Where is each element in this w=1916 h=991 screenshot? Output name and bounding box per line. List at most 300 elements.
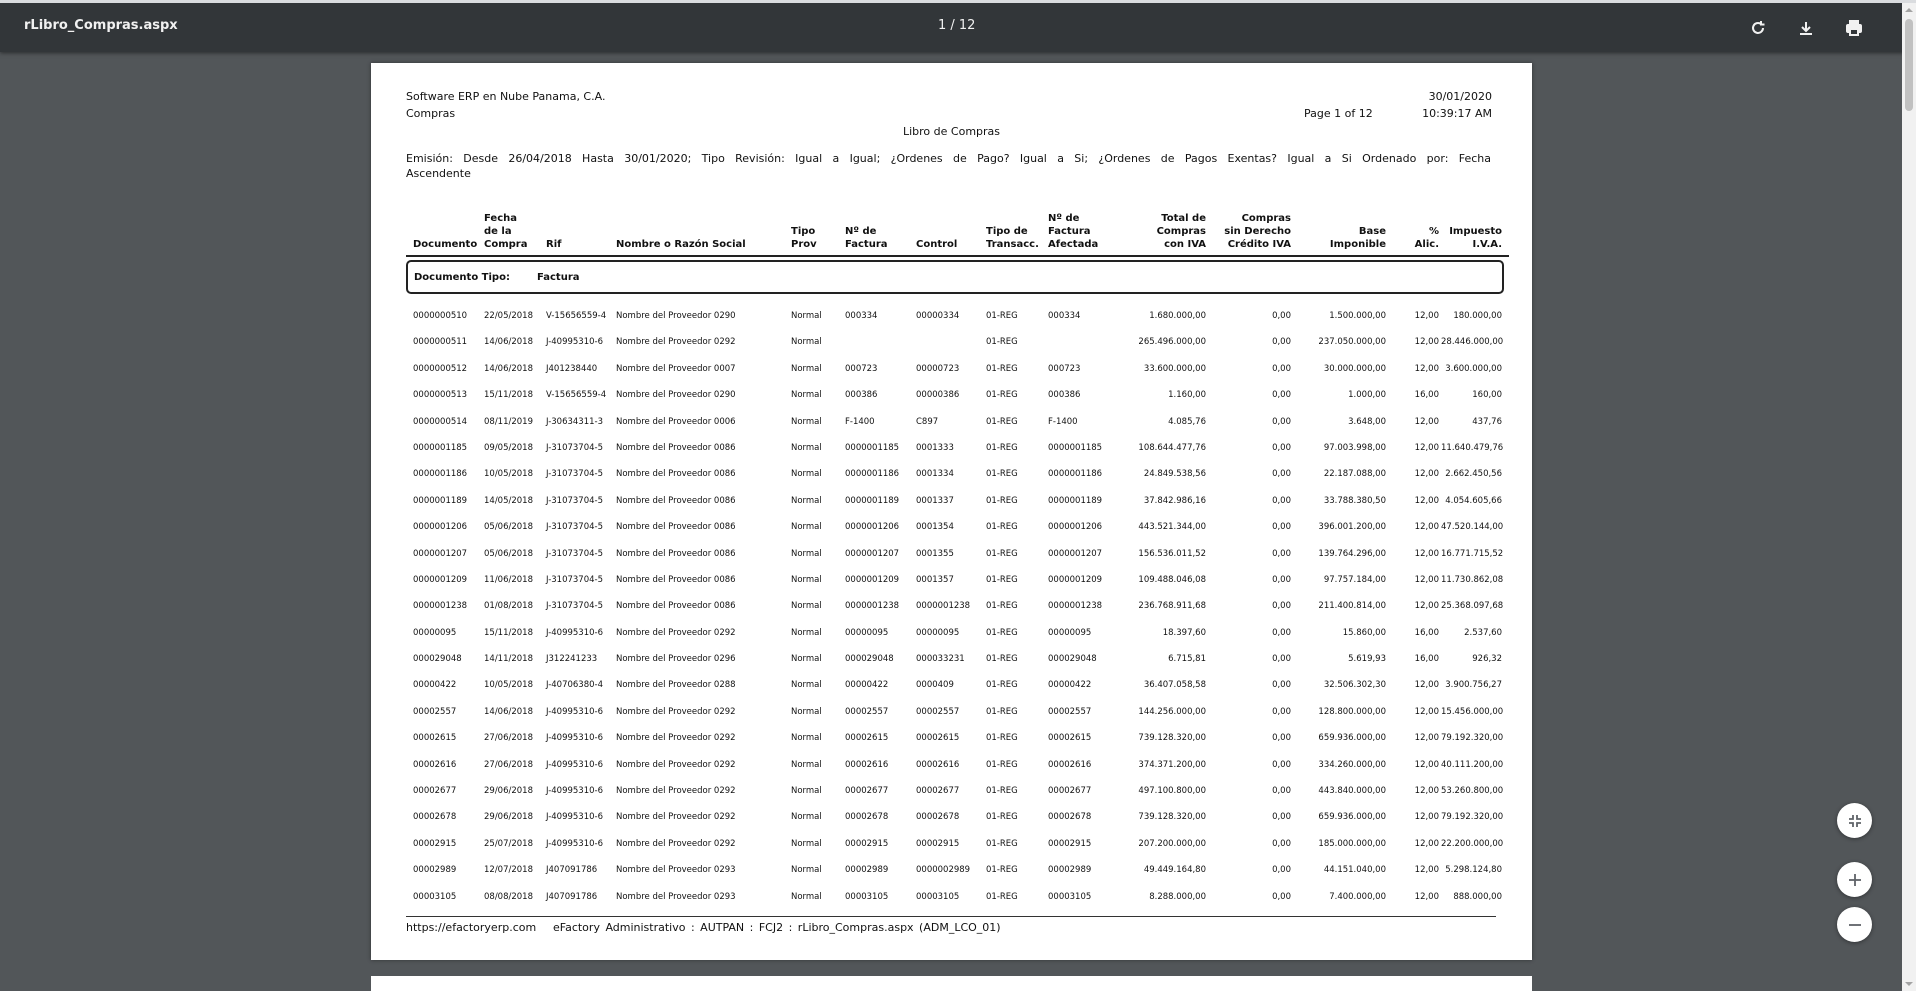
cell-control: 000033231 bbox=[916, 654, 965, 665]
zoom-out-icon bbox=[1848, 918, 1862, 932]
cell-total: 4.085,76 bbox=[1168, 416, 1206, 427]
cell-control: 00003105 bbox=[916, 891, 960, 902]
cell-alic: 12,00 bbox=[1414, 416, 1439, 427]
column-header-sinderecho: Compras sin Derecho Crédito IVA bbox=[1224, 213, 1291, 250]
cell-transacc: 01-REG bbox=[986, 601, 1018, 612]
table-body bbox=[371, 304, 1532, 911]
cell-control: 0001354 bbox=[916, 522, 954, 533]
cell-rif: J-31073704-5 bbox=[546, 442, 604, 453]
cell-tipo: Normal bbox=[791, 548, 822, 559]
table-row bbox=[371, 304, 1532, 330]
table-row bbox=[371, 858, 1532, 884]
cell-total: 36.407.058,58 bbox=[1143, 680, 1206, 691]
cell-rif: J-40995310-6 bbox=[546, 786, 604, 797]
file-name: rLibro_Compras.aspx bbox=[24, 18, 178, 33]
cell-sinderecho: 0,00 bbox=[1272, 812, 1291, 823]
cell-tipo: Normal bbox=[791, 627, 822, 638]
cell-fecha: 12/07/2018 bbox=[484, 865, 533, 876]
cell-doc: 00002615 bbox=[413, 733, 457, 744]
cell-fecha: 09/05/2018 bbox=[484, 442, 533, 453]
cell-nombre: Nombre del Proveedor 0292 bbox=[616, 337, 736, 348]
cell-impuesto: 28.446.000,00 bbox=[1441, 337, 1504, 348]
cell-tipo: Normal bbox=[791, 311, 822, 321]
cell-impuesto: 888.000,00 bbox=[1453, 891, 1502, 902]
cell-rif: J-40995310-6 bbox=[546, 838, 604, 849]
report-filters: Emisión: Desde 26/04/2018 Hasta 30/01/2020; Tipo Revisión: Igual a Igual; ¿Ordenes de Pago? Igual a Si; ¿Ordenes de Pagos Exentas? Igual a Si Ordenado por: Fecha bbox=[406, 152, 1491, 165]
cell-impuesto: 3.600.000,00 bbox=[1445, 363, 1502, 374]
cell-factura: 00002677 bbox=[845, 786, 889, 797]
cell-control: 00002915 bbox=[916, 838, 960, 849]
cell-nombre: Nombre del Proveedor 0086 bbox=[616, 469, 736, 480]
cell-nombre: Nombre del Proveedor 0288 bbox=[616, 680, 736, 691]
cell-nombre: Nombre del Proveedor 0290 bbox=[616, 390, 736, 401]
cell-alic: 16,00 bbox=[1414, 390, 1439, 401]
table-row bbox=[371, 410, 1532, 436]
table-row bbox=[371, 436, 1532, 462]
cell-afectada: 0000001238 bbox=[1048, 601, 1103, 612]
cell-doc: 00002677 bbox=[413, 786, 457, 797]
cell-total: 37.842.986,16 bbox=[1143, 495, 1206, 506]
cell-total: 374.371.200,00 bbox=[1138, 759, 1206, 770]
cell-factura: 00002915 bbox=[845, 838, 889, 849]
cell-alic: 12,00 bbox=[1414, 680, 1439, 691]
table-row bbox=[371, 805, 1532, 831]
cell-doc: 0000001238 bbox=[413, 601, 468, 612]
cell-fecha: 14/06/2018 bbox=[484, 337, 533, 348]
cell-tipo: Normal bbox=[791, 522, 822, 533]
cell-control: 00000723 bbox=[916, 363, 960, 374]
cell-fecha: 14/06/2018 bbox=[484, 363, 533, 374]
page-indicator[interactable]: 1 / 12 bbox=[938, 18, 976, 33]
cell-total: 49.449.164,80 bbox=[1143, 865, 1206, 876]
cell-impuesto: 40.111.200,00 bbox=[1441, 759, 1504, 770]
cell-control: 0001355 bbox=[916, 548, 954, 559]
cell-impuesto: 11.640.479,76 bbox=[1441, 442, 1504, 453]
download-button[interactable] bbox=[1793, 15, 1819, 41]
cell-rif: V-15656559-4 bbox=[546, 390, 607, 401]
cell-fecha: 15/11/2018 bbox=[484, 390, 533, 401]
cell-fecha: 14/06/2018 bbox=[484, 706, 533, 717]
cell-alic: 12,00 bbox=[1414, 786, 1439, 797]
cell-rif: J312241233 bbox=[546, 654, 598, 665]
cell-base: 128.800.000,00 bbox=[1318, 706, 1386, 717]
cell-nombre: Nombre del Proveedor 0296 bbox=[616, 654, 736, 665]
cell-total: 6.715,81 bbox=[1168, 654, 1206, 665]
cell-alic: 12,00 bbox=[1414, 733, 1439, 744]
cell-base: 443.840.000,00 bbox=[1318, 786, 1386, 797]
cell-doc: 0000000514 bbox=[413, 416, 468, 427]
cell-nombre: Nombre del Proveedor 0292 bbox=[616, 759, 736, 770]
cell-rif: J-40995310-6 bbox=[546, 337, 604, 348]
cell-impuesto: 180.000,00 bbox=[1453, 311, 1502, 321]
column-header-afectada: Nº de Factura Afectada bbox=[1048, 213, 1099, 250]
cell-rif: J-40995310-6 bbox=[546, 627, 604, 638]
cell-transacc: 01-REG bbox=[986, 838, 1018, 849]
zoom-out-button[interactable] bbox=[1837, 907, 1872, 942]
cell-fecha: 11/06/2018 bbox=[484, 574, 533, 585]
cell-afectada: 000029048 bbox=[1048, 654, 1097, 665]
cell-alic: 12,00 bbox=[1414, 337, 1439, 348]
cell-doc: 000029048 bbox=[413, 654, 462, 665]
cell-base: 211.400.814,00 bbox=[1318, 601, 1386, 612]
cell-transacc: 01-REG bbox=[986, 548, 1018, 559]
report-filters-continued: Ascendente bbox=[406, 167, 471, 180]
pdf-page-2 bbox=[371, 976, 1532, 991]
cell-alic: 12,00 bbox=[1414, 865, 1439, 876]
cell-sinderecho: 0,00 bbox=[1272, 601, 1291, 612]
cell-factura: 0000001206 bbox=[845, 522, 900, 533]
cell-total: 236.768.911,68 bbox=[1138, 601, 1206, 612]
cell-afectada: 00000095 bbox=[1048, 627, 1092, 638]
cell-afectada: 00002615 bbox=[1048, 733, 1092, 744]
cell-control: 00002616 bbox=[916, 759, 960, 770]
cell-transacc: 01-REG bbox=[986, 706, 1018, 717]
cell-impuesto: 2.662.450,56 bbox=[1445, 469, 1502, 480]
pdf-toolbar bbox=[0, 0, 1916, 52]
cell-total: 109.488.046,08 bbox=[1138, 574, 1206, 585]
cell-tipo: Normal bbox=[791, 812, 822, 823]
cell-afectada: 0000001185 bbox=[1048, 442, 1103, 453]
cell-sinderecho: 0,00 bbox=[1272, 442, 1291, 453]
column-header-total: Total de Compras con IVA bbox=[1156, 213, 1206, 250]
cell-impuesto: 79.192.320,00 bbox=[1441, 812, 1504, 823]
cell-impuesto: 47.520.144,00 bbox=[1441, 522, 1504, 533]
cell-factura: 00003105 bbox=[845, 891, 889, 902]
cell-rif: V-15656559-4 bbox=[546, 311, 607, 321]
table-row bbox=[371, 673, 1532, 699]
cell-base: 396.001.200,00 bbox=[1318, 522, 1386, 533]
cell-nombre: Nombre del Proveedor 0292 bbox=[616, 627, 736, 638]
cell-tipo: Normal bbox=[791, 759, 822, 770]
cell-transacc: 01-REG bbox=[986, 891, 1018, 902]
cell-afectada: 000723 bbox=[1048, 363, 1081, 374]
cell-rif: J407091786 bbox=[546, 865, 598, 876]
cell-tipo: Normal bbox=[791, 601, 822, 612]
header-rule bbox=[406, 255, 1509, 257]
cell-total: 156.536.011,52 bbox=[1138, 548, 1206, 559]
cell-alic: 12,00 bbox=[1414, 838, 1439, 849]
cell-base: 5.619,93 bbox=[1348, 654, 1386, 665]
cell-afectada: 00002616 bbox=[1048, 759, 1092, 770]
cell-nombre: Nombre del Proveedor 0006 bbox=[616, 416, 736, 427]
cell-nombre: Nombre del Proveedor 0292 bbox=[616, 706, 736, 717]
cell-control: 00000095 bbox=[916, 627, 960, 638]
cell-factura: 00000095 bbox=[845, 627, 889, 638]
cell-doc: 00003105 bbox=[413, 891, 457, 902]
cell-alic: 12,00 bbox=[1414, 706, 1439, 717]
cell-transacc: 01-REG bbox=[986, 390, 1018, 401]
cell-alic: 12,00 bbox=[1414, 495, 1439, 506]
footer-url: https://efactoryerp.com bbox=[406, 921, 537, 934]
cell-base: 30.000.000,00 bbox=[1323, 363, 1386, 374]
cell-transacc: 01-REG bbox=[986, 574, 1018, 585]
vertical-scrollbar[interactable] bbox=[1902, 3, 1916, 991]
cell-sinderecho: 0,00 bbox=[1272, 416, 1291, 427]
pdf-page bbox=[371, 63, 1532, 960]
cell-afectada: F-1400 bbox=[1048, 416, 1078, 427]
column-header-alic: % Alic. bbox=[1414, 226, 1439, 250]
cell-alic: 12,00 bbox=[1414, 469, 1439, 480]
table-row bbox=[371, 621, 1532, 647]
cell-nombre: Nombre del Proveedor 0086 bbox=[616, 574, 736, 585]
cell-sinderecho: 0,00 bbox=[1272, 337, 1291, 348]
cell-sinderecho: 0,00 bbox=[1272, 786, 1291, 797]
cell-nombre: Nombre del Proveedor 0292 bbox=[616, 812, 736, 823]
cell-impuesto: 79.192.320,00 bbox=[1441, 733, 1504, 744]
cell-fecha: 01/08/2018 bbox=[484, 601, 533, 612]
download-icon bbox=[1797, 19, 1815, 37]
table-row bbox=[371, 515, 1532, 541]
cell-impuesto: 437,76 bbox=[1472, 416, 1502, 427]
cell-rif: J-40995310-6 bbox=[546, 759, 604, 770]
cell-nombre: Nombre del Proveedor 0086 bbox=[616, 601, 736, 612]
cell-rif: J-40995310-6 bbox=[546, 812, 604, 823]
cell-afectada: 00002989 bbox=[1048, 865, 1092, 876]
cell-factura: 00002615 bbox=[845, 733, 889, 744]
cell-transacc: 01-REG bbox=[986, 363, 1018, 374]
cell-factura: 00002989 bbox=[845, 865, 889, 876]
report-time: 10:39:17 AM bbox=[1422, 107, 1492, 120]
cell-doc: 0000000512 bbox=[413, 363, 468, 374]
column-header-fecha: Fecha de la Compra bbox=[484, 213, 528, 250]
cell-control: 00002615 bbox=[916, 733, 960, 744]
cell-nombre: Nombre del Proveedor 0007 bbox=[616, 363, 736, 374]
cell-total: 497.100.800,00 bbox=[1138, 786, 1206, 797]
cell-transacc: 01-REG bbox=[986, 416, 1018, 427]
cell-impuesto: 4.054.605,66 bbox=[1445, 495, 1502, 506]
cell-afectada: 00002557 bbox=[1048, 706, 1092, 717]
cell-transacc: 01-REG bbox=[986, 337, 1018, 348]
cell-doc: 0000001186 bbox=[413, 469, 468, 480]
cell-base: 139.764.296,00 bbox=[1318, 548, 1386, 559]
cell-impuesto: 53.260.800,00 bbox=[1441, 786, 1504, 797]
cell-factura: 000029048 bbox=[845, 654, 894, 665]
cell-tipo: Normal bbox=[791, 838, 822, 849]
cell-sinderecho: 0,00 bbox=[1272, 522, 1291, 533]
cell-afectada: 0000001186 bbox=[1048, 469, 1103, 480]
cell-rif: J-30634311-3 bbox=[546, 416, 604, 427]
rotate-button[interactable] bbox=[1745, 15, 1771, 41]
zoom-in-button[interactable] bbox=[1837, 862, 1872, 897]
cell-base: 185.000.000,00 bbox=[1318, 838, 1386, 849]
cell-rif: J-40995310-6 bbox=[546, 706, 604, 717]
cell-sinderecho: 0,00 bbox=[1272, 311, 1291, 321]
cell-tipo: Normal bbox=[791, 654, 822, 665]
cell-afectada: 00002677 bbox=[1048, 786, 1092, 797]
column-header-rif: Rif bbox=[546, 239, 562, 250]
table-row bbox=[371, 700, 1532, 726]
cell-nombre: Nombre del Proveedor 0292 bbox=[616, 786, 736, 797]
cell-transacc: 01-REG bbox=[986, 469, 1018, 480]
cell-total: 8.288.000,00 bbox=[1149, 891, 1206, 902]
table-row bbox=[371, 594, 1532, 620]
cell-nombre: Nombre del Proveedor 0292 bbox=[616, 733, 736, 744]
cell-tipo: Normal bbox=[791, 574, 822, 585]
cell-sinderecho: 0,00 bbox=[1272, 390, 1291, 401]
cell-total: 739.128.320,00 bbox=[1138, 812, 1206, 823]
cell-afectada: 0000001207 bbox=[1048, 548, 1103, 559]
cell-alic: 12,00 bbox=[1414, 891, 1439, 902]
cell-tipo: Normal bbox=[791, 416, 822, 427]
cell-fecha: 10/05/2018 bbox=[484, 680, 533, 691]
cell-tipo: Normal bbox=[791, 390, 822, 401]
cell-impuesto: 926,32 bbox=[1472, 654, 1502, 665]
cell-afectada: 0000001209 bbox=[1048, 574, 1103, 585]
cell-factura: 00000422 bbox=[845, 680, 889, 691]
report-page-number: Page 1 of 12 bbox=[1304, 107, 1373, 120]
column-header-nombre: Nombre o Razón Social bbox=[616, 239, 746, 250]
cell-doc: 0000001206 bbox=[413, 522, 468, 533]
cell-transacc: 01-REG bbox=[986, 865, 1018, 876]
cell-transacc: 01-REG bbox=[986, 442, 1018, 453]
cell-factura: 00002616 bbox=[845, 759, 889, 770]
cell-base: 659.936.000,00 bbox=[1318, 812, 1386, 823]
cell-total: 265.496.000,00 bbox=[1138, 337, 1206, 348]
cell-fecha: 27/06/2018 bbox=[484, 759, 533, 770]
cell-base: 33.788.380,50 bbox=[1323, 495, 1386, 506]
footer-info: eFactory Administrativo : AUTPAN : FCJ2 : rLibro_Compras.aspx (ADM_LCO_01) bbox=[553, 921, 1001, 934]
column-header-transacc: Tipo de Transacc. bbox=[986, 226, 1039, 250]
cell-control: 0000001238 bbox=[916, 601, 971, 612]
cell-control: 00000386 bbox=[916, 390, 960, 401]
cell-sinderecho: 0,00 bbox=[1272, 469, 1291, 480]
column-header-factura: Nº de Factura bbox=[845, 226, 888, 250]
cell-sinderecho: 0,00 bbox=[1272, 495, 1291, 506]
report-title: Libro de Compras bbox=[902, 125, 1001, 138]
cell-alic: 16,00 bbox=[1414, 654, 1439, 665]
cell-fecha: 10/05/2018 bbox=[484, 469, 533, 480]
table-row bbox=[371, 726, 1532, 752]
cell-alic: 12,00 bbox=[1414, 601, 1439, 612]
cell-nombre: Nombre del Proveedor 0290 bbox=[616, 311, 736, 321]
cell-control: 00000334 bbox=[916, 311, 960, 321]
cell-base: 7.400.000,00 bbox=[1329, 891, 1386, 902]
cell-control: 00002557 bbox=[916, 706, 960, 717]
cell-total: 1.680.000,00 bbox=[1149, 311, 1206, 321]
cell-fecha: 25/07/2018 bbox=[484, 838, 533, 849]
cell-base: 97.003.998,00 bbox=[1323, 442, 1386, 453]
cell-impuesto: 25.368.097,68 bbox=[1441, 601, 1504, 612]
cell-tipo: Normal bbox=[791, 891, 822, 902]
cell-factura: 000334 bbox=[845, 311, 878, 321]
cell-transacc: 01-REG bbox=[986, 654, 1018, 665]
cell-base: 237.050.000,00 bbox=[1318, 337, 1386, 348]
cell-doc: 0000001209 bbox=[413, 574, 468, 585]
cell-factura: 0000001186 bbox=[845, 469, 900, 480]
cell-afectada: 0000001189 bbox=[1048, 495, 1103, 506]
cell-control: 0001337 bbox=[916, 495, 954, 506]
rotate-icon bbox=[1749, 19, 1767, 37]
cell-control: 0001333 bbox=[916, 442, 954, 453]
group-label: Documento Tipo: bbox=[414, 272, 510, 283]
cell-nombre: Nombre del Proveedor 0292 bbox=[616, 838, 736, 849]
cell-tipo: Normal bbox=[791, 706, 822, 717]
table-row bbox=[371, 779, 1532, 805]
cell-transacc: 01-REG bbox=[986, 495, 1018, 506]
table-row bbox=[371, 568, 1532, 594]
cell-rif: J-40995310-6 bbox=[546, 733, 604, 744]
table-row bbox=[371, 832, 1532, 858]
cell-control: 00002677 bbox=[916, 786, 960, 797]
cell-total: 207.200.000,00 bbox=[1138, 838, 1206, 849]
cell-factura: 0000001207 bbox=[845, 548, 900, 559]
cell-doc: 0000001189 bbox=[413, 495, 468, 506]
cell-transacc: 01-REG bbox=[986, 786, 1018, 797]
cell-rif: J-31073704-5 bbox=[546, 574, 604, 585]
cell-sinderecho: 0,00 bbox=[1272, 733, 1291, 744]
cell-factura: 00002557 bbox=[845, 706, 889, 717]
cell-total: 108.644.477,76 bbox=[1138, 442, 1206, 453]
cell-sinderecho: 0,00 bbox=[1272, 706, 1291, 717]
cell-afectada: 00003105 bbox=[1048, 891, 1092, 902]
cell-fecha: 08/11/2019 bbox=[484, 416, 533, 427]
cell-rif: J407091786 bbox=[546, 891, 598, 902]
cell-alic: 12,00 bbox=[1414, 574, 1439, 585]
cell-sinderecho: 0,00 bbox=[1272, 654, 1291, 665]
cell-factura: 0000001209 bbox=[845, 574, 900, 585]
print-button[interactable] bbox=[1841, 15, 1867, 41]
table-row bbox=[371, 647, 1532, 673]
scroll-down-arrow-icon[interactable] bbox=[1902, 977, 1916, 991]
cell-doc: 0000000511 bbox=[413, 337, 468, 348]
column-header-impuesto: Impuesto I.V.A. bbox=[1449, 226, 1502, 250]
fit-to-page-button[interactable] bbox=[1837, 803, 1872, 838]
cell-control: 00002678 bbox=[916, 812, 960, 823]
module-name: Compras bbox=[406, 107, 456, 120]
cell-tipo: Normal bbox=[791, 786, 822, 797]
cell-doc: 0000000513 bbox=[413, 390, 468, 401]
cell-afectada: 000386 bbox=[1048, 390, 1081, 401]
group-value: Factura bbox=[537, 272, 580, 283]
cell-rif: J-31073704-5 bbox=[546, 469, 604, 480]
cell-doc: 00000095 bbox=[413, 627, 457, 638]
cell-factura: 0000001185 bbox=[845, 442, 900, 453]
cell-rif: J-40706380-4 bbox=[546, 680, 604, 691]
cell-sinderecho: 0,00 bbox=[1272, 838, 1291, 849]
cell-alic: 12,00 bbox=[1414, 363, 1439, 374]
cell-tipo: Normal bbox=[791, 337, 822, 348]
cell-total: 33.600.000,00 bbox=[1143, 363, 1206, 374]
cell-rif: J-31073704-5 bbox=[546, 601, 604, 612]
cell-doc: 0000001185 bbox=[413, 442, 468, 453]
table-row bbox=[371, 383, 1532, 409]
cell-base: 44.151.040,00 bbox=[1323, 865, 1386, 876]
cell-tipo: Normal bbox=[791, 442, 822, 453]
cell-doc: 00002678 bbox=[413, 812, 457, 823]
cell-total: 739.128.320,00 bbox=[1138, 733, 1206, 744]
cell-total: 24.849.538,56 bbox=[1143, 469, 1206, 480]
scroll-thumb[interactable] bbox=[1905, 19, 1913, 111]
cell-factura: 000386 bbox=[845, 390, 878, 401]
cell-tipo: Normal bbox=[791, 865, 822, 876]
cell-impuesto: 15.456.000,00 bbox=[1441, 706, 1504, 717]
cell-fecha: 29/06/2018 bbox=[484, 812, 533, 823]
cell-alic: 12,00 bbox=[1414, 812, 1439, 823]
cell-impuesto: 3.900.756,27 bbox=[1445, 680, 1502, 691]
table-row bbox=[371, 357, 1532, 383]
cell-nombre: Nombre del Proveedor 0086 bbox=[616, 548, 736, 559]
cell-afectada: 0000001206 bbox=[1048, 522, 1103, 533]
cell-afectada: 00002678 bbox=[1048, 812, 1092, 823]
cell-fecha: 05/06/2018 bbox=[484, 548, 533, 559]
cell-fecha: 15/11/2018 bbox=[484, 627, 533, 638]
cell-doc: 00002915 bbox=[413, 838, 457, 849]
cell-tipo: Normal bbox=[791, 495, 822, 506]
cell-afectada: 00000422 bbox=[1048, 680, 1092, 691]
cell-base: 3.648,00 bbox=[1348, 416, 1386, 427]
scroll-up-arrow-icon[interactable] bbox=[1902, 3, 1916, 17]
cell-sinderecho: 0,00 bbox=[1272, 574, 1291, 585]
